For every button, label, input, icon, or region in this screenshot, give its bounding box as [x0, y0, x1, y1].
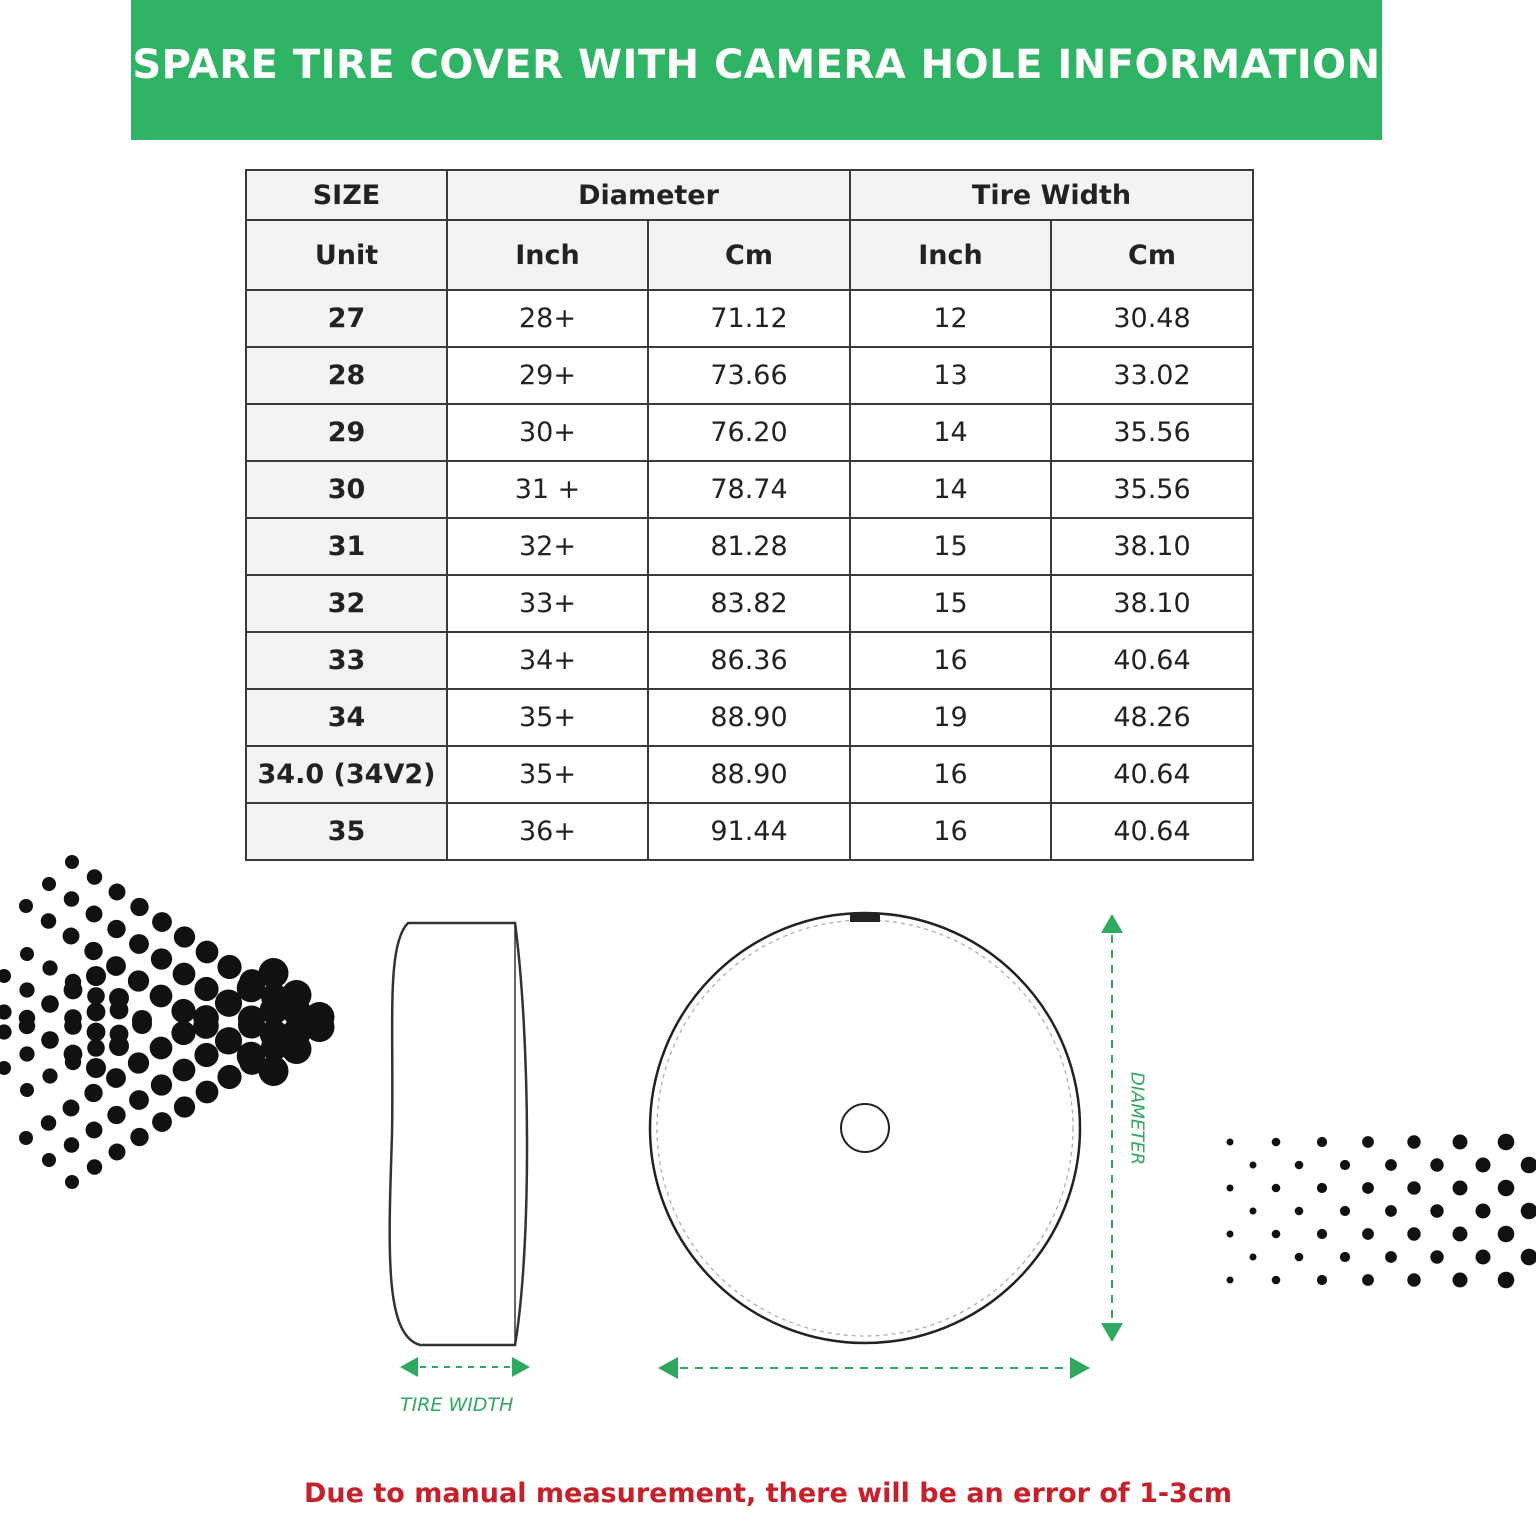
header-diameter: Diameter: [447, 170, 850, 220]
decorative-dot: [171, 1021, 195, 1045]
decorative-dot: [173, 963, 196, 986]
decorative-dot: [1385, 1205, 1397, 1217]
header-width-inch: Inch: [850, 220, 1051, 290]
decorative-dot: [63, 928, 80, 945]
decorative-dot: [107, 1106, 125, 1124]
width-inch-cell: 15: [850, 575, 1051, 632]
table-row: [246, 461, 1253, 518]
decorative-dot: [86, 906, 103, 923]
table-row: [246, 803, 1253, 860]
diameter-inch-cell: 29+: [447, 347, 648, 404]
decorative-dot: [1272, 1276, 1281, 1285]
tire-width-label: TIRE WIDTH: [400, 1394, 514, 1416]
size-cell: 33: [246, 632, 447, 689]
decorative-dot: [87, 1023, 106, 1042]
decorative-dot: [109, 1144, 126, 1161]
decorative-dot: [1340, 1206, 1350, 1216]
diameter-inch-cell: 35+: [447, 689, 648, 746]
width-inch-cell: 19: [850, 689, 1051, 746]
decorative-dot: [109, 1036, 129, 1056]
width-cm-cell: 40.64: [1051, 746, 1253, 803]
decorative-dot: [1430, 1250, 1443, 1263]
decorative-dot: [150, 1037, 173, 1060]
decorative-dot: [174, 926, 195, 947]
header-tire-width: Tire Width: [850, 170, 1253, 220]
diameter-inch-cell: 35+: [447, 746, 648, 803]
diameter-arrow-left-icon: [658, 1357, 678, 1379]
table-row: [246, 404, 1253, 461]
decorative-dot: [64, 1017, 82, 1035]
decorative-dot: [84, 942, 102, 960]
decorative-dot: [1250, 1208, 1257, 1215]
width-inch-cell: 14: [850, 461, 1051, 518]
diameter-inch-cell: 36+: [447, 803, 648, 860]
width-cm-cell: 35.56: [1051, 404, 1253, 461]
size-cell: 30: [246, 461, 447, 518]
decorative-dot: [42, 1068, 57, 1083]
decorative-dot: [132, 1010, 152, 1030]
title-banner: [131, 0, 1382, 140]
header-unit: Unit: [246, 220, 447, 290]
decorative-dot: [86, 1058, 106, 1078]
decorative-dot: [19, 982, 34, 997]
size-cell: 27: [246, 290, 447, 347]
decorative-dot: [19, 899, 33, 913]
decorative-dot: [20, 1083, 34, 1097]
decorative-dot: [1407, 1227, 1420, 1240]
width-cm-cell: 48.26: [1051, 689, 1253, 746]
decorative-dot: [1362, 1182, 1374, 1194]
decorative-dot: [150, 985, 173, 1008]
width-inch-cell: 16: [850, 803, 1051, 860]
decorative-dot: [259, 1056, 289, 1086]
decorative-dot: [130, 898, 148, 916]
diameter-cm-cell: 76.20: [648, 404, 850, 461]
header-diameter-inch: Inch: [447, 220, 648, 290]
diameter-arrow-right-icon: [1070, 1357, 1090, 1379]
decorative-dot: [1453, 1273, 1468, 1288]
diameter-cm-cell: 88.90: [648, 689, 850, 746]
decorative-dot: [0, 969, 11, 983]
decorative-dot: [19, 1046, 34, 1061]
diameter-inch-cell: 30+: [447, 404, 648, 461]
decorative-dot: [1317, 1183, 1327, 1193]
size-cell: 29: [246, 404, 447, 461]
page-title: SPARE TIRE COVER WITH CAMERA HOLE INFORMATION: [132, 42, 1381, 88]
decorative-dot: [1407, 1273, 1420, 1286]
decorative-dot: [1295, 1253, 1304, 1262]
decorative-dot: [1407, 1135, 1420, 1148]
diameter-inch-cell: 32+: [447, 518, 648, 575]
decorative-dot: [106, 956, 126, 976]
decorative-dot: [1317, 1137, 1327, 1147]
decorative-dot: [194, 1043, 218, 1067]
diameter-cm-cell: 83.82: [648, 575, 850, 632]
header-width-cm: Cm: [1051, 220, 1253, 290]
front-view-diagram: [640, 900, 1160, 1390]
header-size: SIZE: [246, 170, 447, 220]
decorative-dot: [19, 1010, 35, 1026]
measurement-note: Due to manual measurement, there will be an error of 1-3cm: [304, 1478, 1232, 1509]
decorative-dot: [282, 980, 312, 1010]
diameter-cm-cell: 73.66: [648, 347, 850, 404]
decorative-dot: [109, 988, 129, 1008]
size-cell: 35: [246, 803, 447, 860]
decorative-dot: [1521, 1203, 1536, 1220]
decorative-dot: [41, 995, 59, 1013]
decorative-dot: [1250, 1254, 1257, 1261]
decorative-dot: [1407, 1181, 1420, 1194]
width-cm-cell: 38.10: [1051, 518, 1253, 575]
decorative-dot: [1385, 1159, 1397, 1171]
decorative-dot: [87, 1159, 102, 1174]
decorative-dot: [65, 855, 79, 869]
decorative-dot: [41, 913, 56, 928]
decorative-dot: [1430, 1158, 1443, 1171]
side-view-diagram: [380, 915, 550, 1385]
decorative-dot: [84, 1084, 102, 1102]
width-cm-cell: 40.64: [1051, 632, 1253, 689]
decorative-dot: [151, 948, 172, 969]
decorative-dot: [1227, 1231, 1234, 1238]
decorative-dot: [1453, 1227, 1468, 1242]
decorative-dot: [1250, 1162, 1257, 1169]
decorative-dot: [1295, 1161, 1304, 1170]
table-row: [246, 347, 1253, 404]
decorative-dot: [152, 912, 172, 932]
decorative-dot: [41, 1115, 56, 1130]
decorative-dot: [1227, 1139, 1234, 1146]
size-cell: 28: [246, 347, 447, 404]
decorative-dot: [0, 1004, 12, 1019]
decorative-dot: [1476, 1158, 1491, 1173]
table-row: [246, 689, 1253, 746]
table-row: [246, 290, 1253, 347]
decorative-dot: [1362, 1136, 1374, 1148]
decorative-dot: [193, 1005, 219, 1031]
decorative-dot: [1498, 1226, 1515, 1243]
decorative-dot: [282, 1034, 312, 1064]
decorative-dot: [1272, 1230, 1281, 1239]
table-row: [246, 518, 1253, 575]
decorative-dot: [1476, 1250, 1491, 1265]
decorative-dot: [152, 1112, 172, 1132]
decorative-dot: [42, 877, 56, 891]
decorative-dot: [130, 1128, 148, 1146]
diameter-cm-cell: 81.28: [648, 518, 850, 575]
width-cm-cell: 35.56: [1051, 461, 1253, 518]
size-cell: 34: [246, 689, 447, 746]
decorative-dot: [1317, 1275, 1327, 1285]
decorative-dot: [194, 977, 218, 1001]
header-diameter-cm: Cm: [648, 220, 850, 290]
decorative-dot: [173, 1059, 196, 1082]
diameter-cm-cell: 71.12: [648, 290, 850, 347]
diameter-label: DIAMETER: [1126, 1071, 1148, 1166]
width-cm-cell: 38.10: [1051, 575, 1253, 632]
diameter-cm-cell: 91.44: [648, 803, 850, 860]
decorative-dot: [65, 1175, 79, 1189]
decorative-dot: [305, 1002, 335, 1032]
decorative-dot: [1272, 1138, 1281, 1147]
decorative-dot: [151, 1074, 172, 1095]
decorative-dot: [42, 1153, 56, 1167]
decorative-dot: [1340, 1252, 1350, 1262]
size-cell: 32: [246, 575, 447, 632]
table-row: [246, 746, 1253, 803]
decorative-dot: [1498, 1134, 1515, 1151]
width-cm-cell: 40.64: [1051, 803, 1253, 860]
table-unit-row: [246, 220, 1253, 290]
diameter-arrow-down-icon: [1101, 1323, 1123, 1342]
camera-tab: [850, 913, 880, 922]
decorative-dot: [129, 934, 149, 954]
decorative-dot: [64, 1137, 79, 1152]
decorative-dot: [196, 1081, 219, 1104]
decorative-dot: [1430, 1204, 1443, 1217]
decorative-dot: [1521, 1249, 1536, 1266]
decorative-dot: [1340, 1160, 1350, 1170]
diameter-inch-cell: 28+: [447, 290, 648, 347]
decorative-dot: [1362, 1228, 1374, 1240]
diameter-arrow-up-icon: [1101, 914, 1123, 933]
diameter-cm-cell: 88.90: [648, 746, 850, 803]
decorative-dot: [1362, 1274, 1374, 1286]
width-inch-cell: 14: [850, 404, 1051, 461]
table-row: [246, 632, 1253, 689]
decorative-dots-left: [0, 850, 345, 1200]
decorative-dot: [1227, 1185, 1234, 1192]
decorative-dot: [1227, 1277, 1234, 1284]
decorative-dot: [63, 1100, 80, 1117]
width-inch-cell: 15: [850, 518, 1051, 575]
decorative-dot: [196, 941, 219, 964]
width-inch-cell: 16: [850, 746, 1051, 803]
decorative-dot: [109, 884, 126, 901]
diameter-inch-cell: 31 +: [447, 461, 648, 518]
decorative-dot: [259, 958, 289, 988]
width-inch-cell: 13: [850, 347, 1051, 404]
table-body: [246, 290, 1253, 860]
decorative-dot: [19, 1131, 33, 1145]
decorative-dot: [1453, 1181, 1468, 1196]
decorative-dot: [1317, 1229, 1327, 1239]
width-inch-cell: 12: [850, 290, 1051, 347]
decorative-dot: [107, 920, 125, 938]
decorative-dot: [106, 1068, 126, 1088]
decorative-dot: [1498, 1272, 1515, 1289]
decorative-dot: [174, 1096, 195, 1117]
decorative-dot: [64, 891, 79, 906]
decorative-dot: [128, 1052, 149, 1073]
decorative-dot: [1476, 1204, 1491, 1219]
decorative-dots-right: [1220, 1130, 1536, 1290]
decorative-dot: [128, 970, 149, 991]
decorative-dot: [129, 1090, 149, 1110]
decorative-dot: [86, 966, 106, 986]
diameter-cm-cell: 86.36: [648, 632, 850, 689]
diameter-cm-cell: 78.74: [648, 461, 850, 518]
diameter-inch-cell: 33+: [447, 575, 648, 632]
decorative-dot: [86, 1122, 103, 1139]
decorative-dot: [217, 955, 241, 979]
decorative-dot: [0, 1061, 11, 1075]
table-row: [246, 575, 1253, 632]
decorative-dot: [87, 1039, 105, 1057]
size-cell: 34.0 (34V2): [246, 746, 447, 803]
decorative-dot: [87, 1003, 106, 1022]
camera-hole-circle: [841, 1104, 889, 1152]
decorative-dot: [171, 999, 195, 1023]
decorative-dot: [87, 869, 102, 884]
decorative-dot: [1295, 1207, 1304, 1216]
decorative-dot: [1385, 1251, 1397, 1263]
width-cm-cell: 33.02: [1051, 347, 1253, 404]
decorative-dot: [1453, 1135, 1468, 1150]
table-header-row: [246, 170, 1253, 220]
decorative-dot: [41, 1031, 59, 1049]
side-view-outline: [390, 923, 527, 1345]
decorative-dot: [64, 981, 83, 1000]
size-table: [245, 169, 1254, 861]
decorative-dot: [87, 987, 105, 1005]
width-cm-cell: 30.48: [1051, 290, 1253, 347]
size-cell: 31: [246, 518, 447, 575]
decorative-dot: [42, 960, 57, 975]
decorative-dot: [0, 1024, 12, 1039]
tire-width-arrow-right-icon: [512, 1357, 530, 1377]
tire-width-arrow-left-icon: [400, 1357, 418, 1377]
decorative-dot: [20, 947, 34, 961]
diameter-inch-cell: 34+: [447, 632, 648, 689]
decorative-dot: [1521, 1157, 1536, 1174]
decorative-dot: [1498, 1180, 1515, 1197]
width-inch-cell: 16: [850, 632, 1051, 689]
decorative-dot: [1272, 1184, 1281, 1193]
decorative-dot: [217, 1065, 241, 1089]
decorative-dot: [64, 1045, 83, 1064]
